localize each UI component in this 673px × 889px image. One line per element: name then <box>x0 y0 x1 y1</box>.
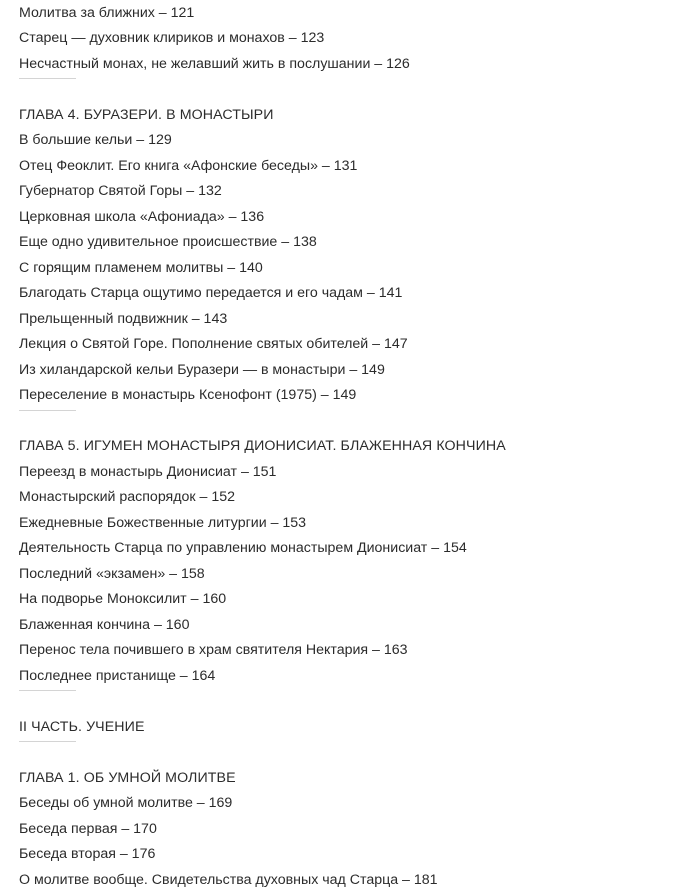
toc-entry: Лекция о Святой Горе. Пополнение святых обителей – 147 <box>19 336 408 352</box>
toc-entry: Губернатор Святой Горы – 132 <box>19 183 222 199</box>
toc-entry: На подворье Моноксилит – 160 <box>19 591 227 607</box>
toc-entry: Переезд в монастырь Дионисиат – 151 <box>19 463 277 480</box>
toc-entry: Деятельность Старца по управлению монастырем Дионисиат – 154 <box>19 540 467 556</box>
toc-entry: Молитва за ближних – 121 <box>19 4 195 21</box>
toc-entry: Из хиландарской кельи Буразери — в монастыри – 149 <box>19 361 385 378</box>
toc-entry: Церковная школа «Афониада» – 136 <box>19 208 265 225</box>
toc-entry: Прельщенный подвижник – 143 <box>19 310 228 327</box>
toc-entry: Беседа вторая – 176 <box>19 846 156 862</box>
section-divider <box>19 690 76 691</box>
chapter-heading: II ЧАСТЬ. УЧЕНИЕ <box>19 718 145 735</box>
chapter-heading: ГЛАВА 5. ИГУМЕН МОНАСТЫРЯ ДИОНИСИАТ. БЛАЖЕННАЯ КОНЧИНА <box>19 438 506 454</box>
toc-entry: Благодать Старца ощутимо передается и его чадам – 141 <box>19 285 403 301</box>
toc-entry: С горящим пламенем молитвы – 140 <box>19 259 263 276</box>
section-divider <box>19 741 76 742</box>
toc-entry: Переселение в монастырь Ксенофонт (1975) – 149 <box>19 387 357 403</box>
toc-entry: Еще одно удивительное происшествие – 138 <box>19 234 317 250</box>
toc-entry: Последний «экзамен» – 158 <box>19 565 205 582</box>
toc-entry: Беседа первая – 170 <box>19 820 157 837</box>
section-divider <box>19 78 76 79</box>
toc-entry: Старец — духовник клириков и монахов – 123 <box>19 30 325 46</box>
chapter-heading: ГЛАВА 4. БУРАЗЕРИ. В МОНАСТЫРИ <box>19 106 274 123</box>
toc-entry: Отец Феоклит. Его книга «Афонские беседы» – 131 <box>19 157 358 174</box>
toc-entry: Перенос тела почившего в храм святителя Нектария – 163 <box>19 642 408 658</box>
toc-entry: В большие кельи – 129 <box>19 132 172 148</box>
toc-entry: О молитве вообще. Свидетельства духовных чад Старца – 181 <box>19 871 438 888</box>
toc-entry: Несчастный монах, не желавший жить в послушании – 126 <box>19 55 410 72</box>
section-divider <box>19 410 76 411</box>
toc-entry: Монастырский распорядок – 152 <box>19 489 236 505</box>
toc-entry: Последнее пристанище – 164 <box>19 667 216 684</box>
toc-entry: Блаженная кончина – 160 <box>19 616 190 633</box>
toc-entry: Ежедневные Божественные литургии – 153 <box>19 514 307 531</box>
chapter-heading: ГЛАВА 1. ОБ УМНОЙ МОЛИТВЕ <box>19 769 236 786</box>
toc-entry: Беседы об умной молитве – 169 <box>19 795 233 811</box>
